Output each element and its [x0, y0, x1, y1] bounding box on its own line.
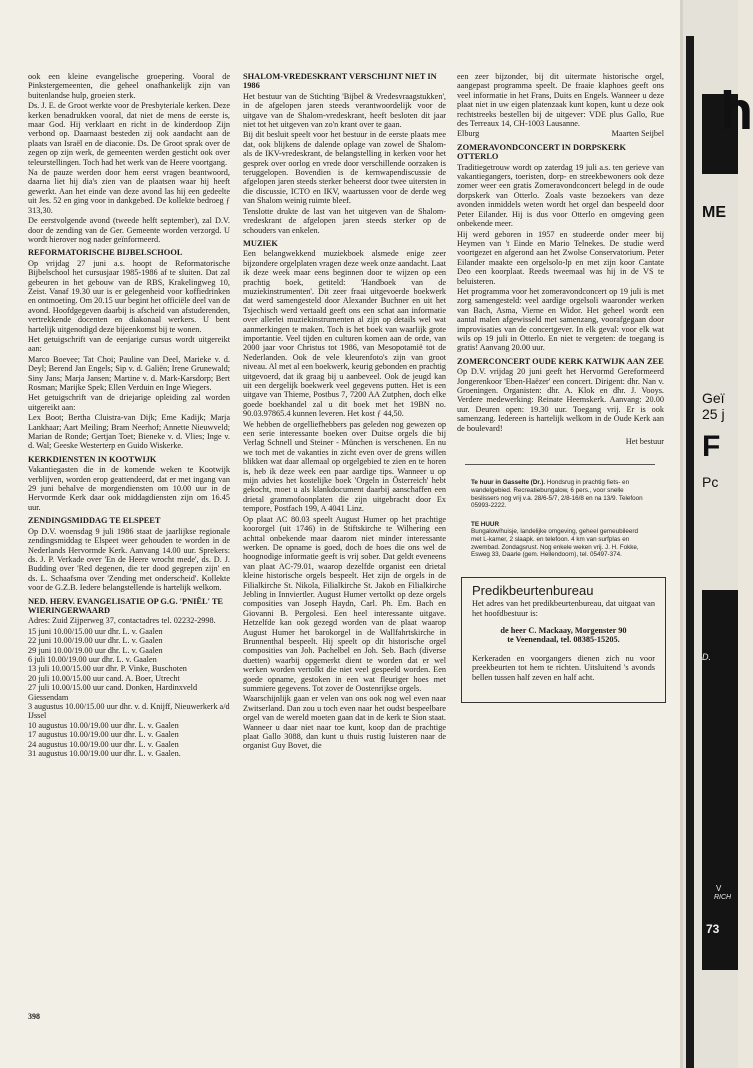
predik-address-line: te Veenendaal, tel. 08385-15205. — [507, 635, 620, 645]
bijbelschool-paragraph: Het getuigschrift van de eenjarige cursus wordt uitgereikt aan: — [28, 334, 230, 354]
bijbelschool-paragraph: Op vrijdag 27 juni a.s. hoopt de Reformatorische Bijbelschool het cursusjaar 1985-1986 af te sluiten. Dat zal gebeuren in het gebouw van de RBS, Krakelingweg 10, Zeist. Vanaf 19.30 uur is er gelegenheid voor koffiedrinken en ontmoeting. Om 20.15 uur begint het officiële deel van de avond. Hoofdgegeven daarbij is afscheid van afstuderenden, vertrekkende docenten en diakonaal werkers. U bent hartelijk uitgenodigd deze bijeenkomst bij te wonen. — [28, 258, 230, 334]
strip-text: 73 — [706, 922, 720, 936]
ad-text: Hondsrug in prachtig fiets- en wandelgebied. Recreatiebungalow, 6 pers., voor snelle beslissers nog vrij v.a. 28/6-5/7, 2/8-16/8 en na 13/9. Telefoon 05993-2222. — [471, 479, 643, 510]
bijbelschool-paragraph: Het getuigschrift van de driejarige opleiding zal worden uitgereikt aan: — [28, 393, 230, 412]
predik-address-line: de heer C. Mackaay, Morgenster 90 — [500, 625, 627, 635]
intro-paragraph: ook een kleine evangelische groepering. Vooral de Pinkstergemeenten, die geheel onafhankelijk zijn van buitenlandse hulp, groeien sterk. — [28, 72, 230, 100]
ad-lead: Te huur in Gasselte (Dr.). — [471, 479, 546, 487]
heading-oude-kerk: ZOMERCONCERT OUDE KERK KATWIJK AAN ZEE — [457, 356, 664, 366]
heading-bijbelschool: REFORMATORISCHE BIJBELSCHOOL — [28, 248, 183, 258]
otterlo-paragraph: Het programma voor het zomeravondconcert op 19 juli is met zorg samengesteld: veel aardige orgelsoli waaronder werken van Bach, Asma, Vierne en Widor. Het geheel wordt een aantal malen afgewisseld met samenzang, voorafgegaan door improvisaties van de concertgever. In elk geval: voor elk wat wils op 19 juli in Otterlo. En niet te vergeten: de toegang is gratis! Aanvang 20.00 uur. — [457, 286, 664, 353]
strip-text: D. — [702, 652, 711, 662]
strip-text: V — [716, 884, 722, 893]
predikbeurtenbureau-box — [461, 577, 666, 703]
heading-otterlo: ZOMERAVONDCONCERT IN DORPSKERK OTTERLO — [457, 142, 627, 162]
strip-text: Geï — [702, 390, 725, 406]
divider — [465, 464, 655, 465]
schedule-line: 27 juli 10.00/15.00 uur cand. Donken, Hardinxveld Giessendam — [28, 683, 198, 702]
shalom-paragraph: Bij dit besluit speelt voor het bestuur in de eerste plaats mee dat, ook blijkens de dalende oplage van zowel de Shalom- als de IKV-vredeskrant, de belangstelling in kerken voor het gesprek over oorlog en vrede door verschillende oorzaken is teruggelopen. Bovendien is de kernwapendiscussie de afgelopen jaren steeds sterker beheerst door twee uitersten in die discussie, ICTO en IKV, waartussen voor de derde weg van Shalom weinig ruimte bleef. — [243, 130, 446, 206]
schedule-line: 29 juni 10.00/19.00 uur dhr. L. v. Gaalen — [28, 645, 163, 655]
schedule-line: 6 juli 10.00/19.00 uur dhr. L. v. Gaalen — [28, 654, 157, 664]
schedule-line: 3 augustus 10.00/15.00 uur dhr. v. d. Knijff, Nieuwerkerk a/d IJssel — [28, 702, 230, 721]
ad-lead — [471, 521, 649, 529]
ad-text: Bungalow/huisje, landelijke omgeving, geheel gemeubileerd met L-kamer, 2 slaapk. en telefoon. 4 km van surfplas en zwembad. Zondagsrust. Nog enkele weken vrij. J. H. Fokke, Esweg 33, Daarle (gem. Hellendoorn), tel. 05497-374. — [471, 528, 639, 559]
ad-body — [471, 479, 649, 509]
otterlo-paragraph: Hij werd geboren in 1957 en studeerde onder meer bij Heymen van 't Einde en Mario Telnekes. De studie werd voortgezet en afgerond aan het Zwolse Conservatorium. Peter Eilander maakte een orgelsolo-lp en met zijn koor Cantate Deo een koorplaat. Reeds tweemaal was hij in de VS te beluisteren. — [457, 229, 664, 286]
heading-wieringerwaard: NED. HERV. EVANGELISATIE OP G.G. 'PNIËL' TE WIERINGERWAARD — [28, 596, 224, 615]
adjacent-page-strip — [680, 0, 753, 1068]
ad-lead-text: TE HUUR — [471, 520, 499, 528]
oude-kerk-paragraph: Op D.V. vrijdag 20 juni geeft het Hervormd Gereformeerd Jongerenkoor 'Eben-Haëzer' een concert. Dirigent: dhr. Nan v. Groeningen. Organisten: dhr. A. Klok en dhr. J. Vooys. Verdere medewerking: Reinate Heemskerk. Aanvang: 20.00 uur. Deuren open: 19.30 uur. Toegang vrij. Er is ook samenzang. Iedereen is hartelijk welkom in de Oude Kerk aan de boulevard! — [457, 367, 664, 433]
intro-paragraph: Ds. J. E. de Groot werkte voor de Presbyteriale kerken. Deze kerken benadrukken vooral, dat niet de mens de eerste is, maar God. Hij verklaart en richt in de kinderdoop Zijn verbond op. Daarnaast besteden zij ook aandacht aan de plaats van Israël en de diaconie. Ds. De Groot sprak over de zegen op zijn werk, de gemeenten werden gesticht ook over teleurstellingen. Toch had het werk van de Heere voortgang. — [28, 101, 230, 167]
bijbelschool-paragraph: Lex Boot; Bertha Cluistra-van Dijk; Eme Kadijk; Marja Lankhaar; Aart Meiling; Bram Neerhof; Annette Nieuwveld; Marian de Ronde; Gertjan Toet; Bieneke v. d. Vlies; Inge v. d. Wal; Geeske Westerterp en Guido Wiskerke. — [28, 413, 230, 451]
muziek-signature — [457, 129, 664, 138]
strip-headline-letter: h — [720, 81, 753, 141]
classified-ad-gasselte — [471, 479, 649, 509]
strip-text: RICH — [714, 894, 732, 901]
schedule-line: 13 juli 10.00/15.00 uur dhr. P. Vinke, Buschoten — [28, 664, 187, 674]
schedule-line: 20 juli 10.00/15.00 uur cand. A. Boer, Utrecht — [28, 673, 180, 683]
shalom-paragraph: Het bestuur van de Stichting 'Bijbel & Vredesvraagstukken', in de afgelopen jaren steeds verantwoordelijk voor de uitgave van de Shalom-vredeskrant, heeft besloten dit jaar niet tot het uitgeven van zo'n krant over te gaan. — [243, 91, 446, 130]
strip-text: 25 j — [702, 406, 725, 422]
schedule-line: 22 juni 10.00/19.00 uur dhr. L. v. Gaalen — [28, 636, 163, 646]
schedule-line: 31 augustus 10.00/19.00 uur dhr. L. v. Gaalen. — [28, 749, 181, 759]
muziek-paragraph: Een belangwekkend muziekboek alsmede enige zeer bijzondere orgelplaten vragen deze week onze aandacht. Laat ik deze week maar eens beginnen door te wijzen op een prachtig boek, getiteld: 'Handboek van de muziekinstrumenten'. Dit zeer fraai uitgevoerde boekwerk dat werd samengesteld door Alexander Buchner en uit het Tsjechisch werd vertaald geeft ons een schat aan informatie over allerlei muziekinstrumenten al zijn op details wel wat aanmerkingen te maken. Toch is het boek van waarlijk grote importantie. Veel tijden en culturen komen aan de orde, van 2000 jaar voor Christus tot 1986, van Mesopotamië tot de Nederlanden. Ook de vele kleurenfoto's zijn van groot niveau. Al met al een boekwerk, keurig gebonden en prachtig uitgevoerd, dat ik graag bij u aanbeveel. Ook de jeugd kan uit een dergelijk boekwerk veel gegevens putten. Het is een uitgave van Thieme, Postbus 7, 7200 AA Zutphen, doch elke goede boekhandel zal u dit boek met het 19BN no. 90.03.97865.4 kunnen leveren. Het kost ƒ 44,50. — [243, 249, 446, 419]
muziek-paragraph: Waarschijnlijk gaan er velen van ons ook nog wel even naar Zwitserland. Dan zou u toch even naar het oudst bespeelbare orgel van de wereld moeten gaan dat in de kerk te Sion staat. Wanneer u daar niet naar toe kunt, koop dan de prachtige plaat Gallo 3088, dan kunt u thuis rustig luisteren naar de organist Guy Bovet, die — [243, 694, 446, 751]
black-block — [702, 590, 738, 970]
heading-elspeet: ZENDINGSMIDDAG TE ELSPEET — [28, 516, 161, 526]
muziek-paragraph: We hebben de orgelliefhebbers pas geleden nog gewezen op een serie interessante boeken over Duitse orgels die bij Verlag Schnell und Steiner - München is verschenen. En nu we toch met de vakanties in zicht even over de grens willen blikken wat daar allemaal op orgelgebied te zien en te horen is, heb ik deze week een paar aardige tips. Wanneer u op mijn advies het kostelijke boek 'Orgeln in Österreich' hebt gekocht, moet u als klankdocument daarbij aanschaffen een drietal grammofoonplaten die zijn uitgebracht door Ex tempore, Postfach 199, A 4041 Linz. — [243, 419, 446, 514]
muziek-continued: een zeer bijzonder, bij dit uitermate historische orgel, aangepast programma speelt. De fraaie klaphoes geeft ons veel informatie in het Frans, Duits en Engels. Wanneer u deze plaat niet in uw eigen platenzaak kunt kopen, kunt u deze ook rechtstreeks bestellen bij de uitgever: VDE plus Gallo, Rue des Terreaux 14, CH-1003 Lausanne. — [457, 72, 664, 129]
column-right — [457, 72, 664, 703]
predik-intro: Het adres van het predikbeurtenbureau, dat uitgaat van het hoofdbestuur is: — [472, 599, 655, 618]
wieringerwaard-address: Adres: Zuid Zijperweg 37, contactadres tel. 02232-2998. — [28, 616, 216, 626]
muziek-paragraph: Op plaat AC 80.03 speelt August Humer op het prachtige koororgel (uit 1746) in de Stiftskirche te Wilhering een achttal onbekende maar daarom niet minder interessante werken. De opname is goed, doch de hoes die ons wel de hoognodige informatie geeft is vrij sober. Dat geldt eveneens van plaat AC-79.01, waarop dezelfde organist een drietal kleine historische orgels bespeelt. Het zijn de orgels in de Filialkirche St. Nikola, Filialkirche St. Jakob en Filialkirche Jebling in Innviertler. August Humer vertolkt op deze orgels composities van Joseph Haydn, Carl. Ph. Em. Bach en Giovanni B. Pergolesi. Een heel interessante uitgave. Hetzelfde kan ook gezegd worden van de plaat waarop August Humer het barokorgel in de Wallfahrtskirche in Brunnenthal bespeelt. Hij speelt op dit historische orgel composities van Joh. Pachelbel en Joh. Seb. Bach (diverse duetten) waarbij opgemerkt dient te worden dat er wel werken worden vertolkt die niet veel gespeeld worden. Een goede opname, gestoken in een wat fleuriger hoes met summiere gegevens. Tot zover de Oostenrijkse orgels. — [243, 514, 446, 693]
signature-author: Maarten Seijbel — [611, 129, 664, 139]
schedule-line: 10 augustus 10.00/19.00 uur dhr. L. v. Gaalen — [28, 720, 179, 730]
elspeet-paragraph: Op D.V. woensdag 9 juli 1986 staat de jaarlijkse regionale zendingsmiddag te Elspeet weer gehouden te worden in de Nederlands Hervormde Kerk. Aanvang 14.00 uur. Sprekers: ds. J. P. Verkade over 'En de Heere wrocht mede', ds. D. J. Budding over 'Red degenen, die ter dood gegrepen zijn' en ds. L. Schaafsma over 'Zending met onderscheid'. Kollekte voor de G.Z.B. Iedere belangstellende is hartelijk welkom. — [28, 526, 230, 593]
kootwijk-paragraph: Vakantiegasten die in de komende weken te Kootwijk verblijven, worden erop geattendeerd, dat er met ingang van 29 juni behalve de morgendiensten om 10.00 uur in de Hervormde Kerk daar ook middagdiensten zijn om 16.45 uur. — [28, 465, 230, 512]
column-middle — [243, 72, 446, 752]
predik-note: Kerkeraden en voorgangers dienen zich nu voor preekbeurten tot hem te richten. Uitsluitend 's avonds bellen tussen half zeven en half acht. — [472, 653, 655, 682]
otterlo-paragraph: Traditiegetrouw wordt op zaterdag 19 juli a.s. ten gerieve van vakantiegangers, toeristen, dorp- en streekbewoners ook deze zomer weer een gratis Zomeravondconcert belegd in de oude dorpskerk van Otterlo. Zoals vaste bezoekers van deze avonden inmiddels weten wordt het orgel dan bespeeld door Peter Eilander. Hij is dus voor Otterlo en omgeving geen onbekende meer. — [457, 162, 664, 229]
schedule-line: 17 augustus 10.00/19.00 uur dhr. L. v. Gaalen — [28, 730, 179, 740]
strip-text: F — [702, 430, 721, 463]
page-number: 398 — [28, 1012, 40, 1021]
service-schedule — [28, 627, 230, 759]
schedule-line: 24 augustus 10.00/19.00 uur dhr. L. v. Gaalen — [28, 739, 179, 749]
schedule-line: 15 juni 10.00/15.00 uur dhr. L. v. Gaalen — [28, 626, 163, 636]
intro-paragraph: Na de pauze werden door hem eerst vragen beantwoord, daarna liet hij dia's zien van de plaatsen waar hij heeft gewerkt. Aan het einde van deze avond las hij een gedeelte uit Jes. 52 en ging voor in dankgebed. De kollekte bedroeg ƒ 313,30. — [28, 168, 230, 215]
signature-place: Elburg — [457, 129, 480, 139]
strip-text: Pc — [702, 474, 719, 490]
intro-paragraph: De eerstvolgende avond (tweede helft september), zal D.V. door de zending van de Ger. Gemeente worden verzorgd. U wordt hierover nog nader geïnformeerd. — [28, 216, 230, 244]
predik-title: Predikbeurtenbureau — [472, 582, 594, 598]
heading-muziek: MUZIEK — [243, 238, 278, 248]
column-left — [28, 72, 230, 758]
classified-ad-daarle — [471, 521, 649, 559]
predik-address — [472, 626, 655, 645]
bijbelschool-paragraph: Marco Boevee; Tat Choi; Pauline van Deel, Marieke v. d. Deyl; Berend Jan Engels; Sip v. d. Galiën; Irene Grunewald; Siny Jans; Marja Jansen; Martine v. d. Mark-Karsdorp; Bert Rosman; Marijke Spek; Ellen Verduin en Inge Wiegers. — [28, 354, 230, 392]
margin-bar — [686, 36, 694, 1068]
page-gutter — [680, 0, 683, 1068]
strip-text: ME — [702, 204, 726, 221]
oude-kerk-signature: Het bestuur — [625, 437, 664, 447]
shalom-paragraph: Tenslotte drukte de last van het uitgeven van de Shalom-vredeskrant de afgelopen jaren steeds sterker op de schouders van enkelen. — [243, 206, 446, 235]
heading-kootwijk: KERKDIENSTEN IN KOOTWIJK — [28, 454, 157, 464]
heading-shalom: SHALOM-VREDESKRANT VERSCHIJNT NIET IN 1986 — [243, 72, 437, 91]
